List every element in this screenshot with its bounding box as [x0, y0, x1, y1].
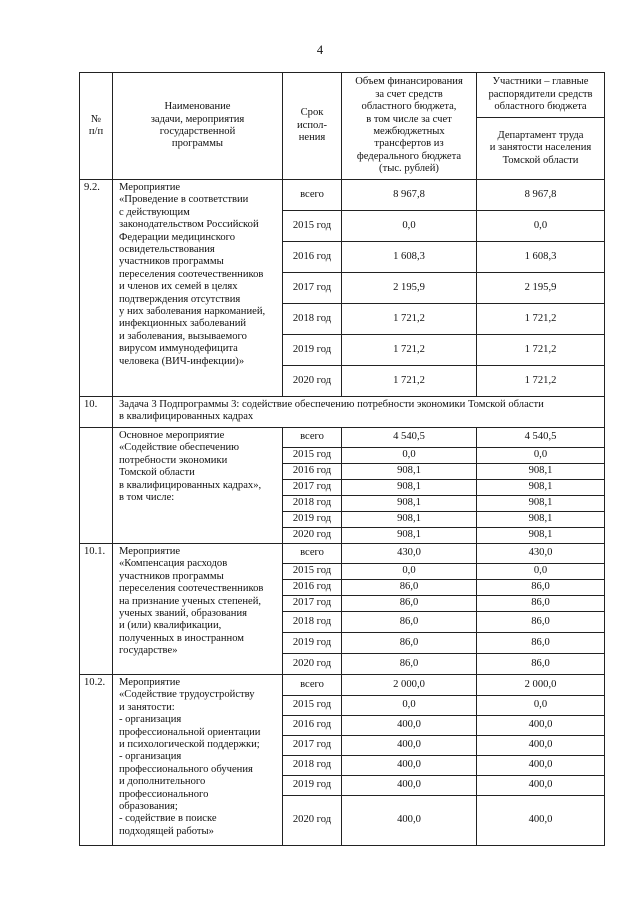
amount-cell: 0,0: [342, 448, 477, 464]
amount-cell: 400,0: [342, 736, 477, 756]
year-cell: 2016 год: [283, 716, 342, 736]
amount-cell: 400,0: [342, 716, 477, 736]
year-cell: 2019 год: [283, 512, 342, 528]
amount-cell: 2 000,0: [342, 675, 477, 696]
department-cell: 400,0: [477, 716, 605, 736]
amount-cell: 86,0: [342, 654, 477, 675]
amount-cell: 430,0: [342, 544, 477, 564]
amount-cell: 0,0: [342, 696, 477, 716]
year-cell: 2017 год: [283, 736, 342, 756]
department-cell: 86,0: [477, 596, 605, 612]
year-cell: 2018 год: [283, 304, 342, 335]
table-row: [80, 544, 605, 564]
department-cell: 8 967,8: [477, 180, 605, 211]
department-cell: 400,0: [477, 776, 605, 796]
department-cell: 908,1: [477, 480, 605, 496]
department-cell: 0,0: [477, 696, 605, 716]
department-cell: 908,1: [477, 464, 605, 480]
department-cell: 1 721,2: [477, 335, 605, 366]
year-cell: всего: [283, 675, 342, 696]
year-cell: 2015 год: [283, 211, 342, 242]
year-cell: 2016 год: [283, 242, 342, 273]
amount-cell: 2 195,9: [342, 273, 477, 304]
activity-name: Основное мероприятие «Содействие обеспечению потребности экономики Томской области в квалифицированных кадрах», в том числе:: [113, 428, 283, 544]
amount-cell: 0,0: [342, 211, 477, 242]
amount-cell: 0,0: [342, 564, 477, 580]
task-title: Задача 3 Подпрограммы 3: содействие обеспечению потребности экономики Томской области в квалифицированных кадрах: [113, 397, 605, 428]
header-amount: Объем финансирования за счет средств областного бюджета, в том числе за счет межбюджетных трансфертов из федерального бюджета (тыс. рублей): [342, 73, 477, 180]
amount-cell: 86,0: [342, 596, 477, 612]
year-cell: всего: [283, 428, 342, 448]
department-cell: 4 540,5: [477, 428, 605, 448]
department-cell: 1 721,2: [477, 366, 605, 397]
row-number: 9.2.: [80, 180, 113, 397]
department-cell: 86,0: [477, 580, 605, 596]
department-cell: 400,0: [477, 796, 605, 846]
department-cell: 86,0: [477, 654, 605, 675]
header-participants: Участники – главные распорядители средств областного бюджета: [477, 73, 605, 118]
table-row: [80, 675, 605, 696]
activity-name: Мероприятие «Проведение в соответствии с действующим законодательством Российской Федерации медицинского освидетельствования участников программы переселения соотечественников и членов их семей в целях подтверждения отсутствия у них заболевания наркоманией, инфекционных заболеваний и заболевания, вызываемого вирусом иммунодефицита человека (ВИЧ-инфекции)»: [113, 180, 283, 397]
year-cell: 2015 год: [283, 696, 342, 716]
year-cell: 2015 год: [283, 448, 342, 464]
task-row: [80, 397, 605, 428]
department-cell: 1 721,2: [477, 304, 605, 335]
amount-cell: 400,0: [342, 756, 477, 776]
header-name: Наименование задачи, мероприятия государственной программы: [113, 73, 283, 180]
year-cell: всего: [283, 180, 342, 211]
amount-cell: 908,1: [342, 512, 477, 528]
page-number: 4: [316, 43, 324, 57]
header-num: № п/п: [80, 73, 113, 180]
header-department: Департамент труда и занятости населения Томской области: [477, 118, 605, 180]
year-cell: 2018 год: [283, 496, 342, 512]
header-row: [80, 73, 605, 118]
department-cell: 430,0: [477, 544, 605, 564]
amount-cell: 400,0: [342, 776, 477, 796]
row-number: 10.1.: [80, 544, 113, 675]
year-cell: 2016 год: [283, 464, 342, 480]
amount-cell: 86,0: [342, 580, 477, 596]
table-row: [80, 180, 605, 211]
year-cell: 2020 год: [283, 528, 342, 544]
department-cell: 400,0: [477, 736, 605, 756]
amount-cell: 86,0: [342, 633, 477, 654]
amount-cell: 908,1: [342, 528, 477, 544]
amount-cell: 400,0: [342, 796, 477, 846]
department-cell: 908,1: [477, 528, 605, 544]
amount-cell: 86,0: [342, 612, 477, 633]
header-term: Срок испол- нения: [283, 73, 342, 180]
department-cell: 400,0: [477, 756, 605, 776]
activity-name: Мероприятие «Компенсация расходов участников программы переселения соотечественников на признание ученых степеней, ученых званий, образования и (или) квалификации, полученных в иностранном государстве»: [113, 544, 283, 675]
year-cell: всего: [283, 544, 342, 564]
amount-cell: 908,1: [342, 496, 477, 512]
year-cell: 2018 год: [283, 756, 342, 776]
financing-table: [79, 72, 605, 846]
amount-cell: 8 967,8: [342, 180, 477, 211]
year-cell: 2020 год: [283, 654, 342, 675]
department-cell: 908,1: [477, 512, 605, 528]
department-cell: 86,0: [477, 633, 605, 654]
year-cell: 2017 год: [283, 273, 342, 304]
amount-cell: 908,1: [342, 480, 477, 496]
year-cell: 2018 год: [283, 612, 342, 633]
year-cell: 2019 год: [283, 335, 342, 366]
amount-cell: 908,1: [342, 464, 477, 480]
row-number: 10.2.: [80, 675, 113, 846]
department-cell: 1 608,3: [477, 242, 605, 273]
table-row: [80, 428, 605, 448]
amount-cell: 1 721,2: [342, 304, 477, 335]
department-cell: 86,0: [477, 612, 605, 633]
year-cell: 2017 год: [283, 480, 342, 496]
year-cell: 2019 год: [283, 776, 342, 796]
department-cell: 908,1: [477, 496, 605, 512]
activity-name: Мероприятие «Содействие трудоустройству и занятости: - организация профессиональной ориентации и психологической поддержки; - организация профессионального обучения и дополнительного профессионального образования; - содействие в поиске подходящей работы»: [113, 675, 283, 846]
department-cell: 0,0: [477, 448, 605, 464]
amount-cell: 1 721,2: [342, 366, 477, 397]
amount-cell: 4 540,5: [342, 428, 477, 448]
department-cell: 0,0: [477, 211, 605, 242]
year-cell: 2020 год: [283, 796, 342, 846]
year-cell: 2017 год: [283, 596, 342, 612]
year-cell: 2020 год: [283, 366, 342, 397]
year-cell: 2015 год: [283, 564, 342, 580]
row-number: [80, 428, 113, 544]
department-cell: 2 195,9: [477, 273, 605, 304]
amount-cell: 1 721,2: [342, 335, 477, 366]
row-number: 10.: [80, 397, 113, 428]
year-cell: 2016 год: [283, 580, 342, 596]
department-cell: 0,0: [477, 564, 605, 580]
department-cell: 2 000,0: [477, 675, 605, 696]
amount-cell: 1 608,3: [342, 242, 477, 273]
year-cell: 2019 год: [283, 633, 342, 654]
